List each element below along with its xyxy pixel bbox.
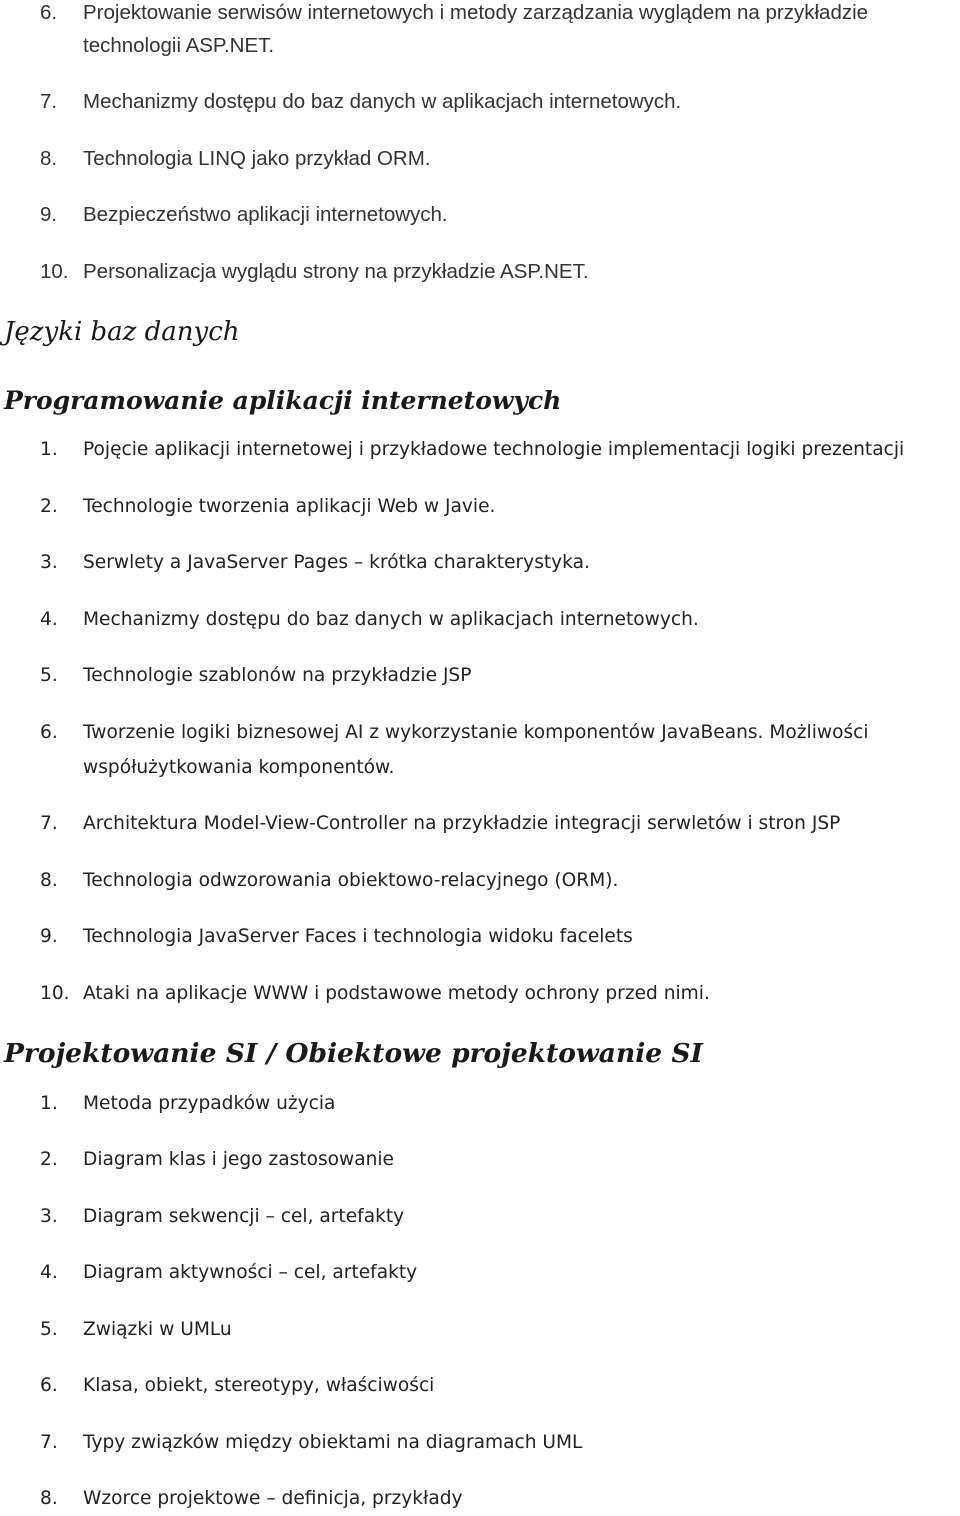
- item-number: 2.: [40, 496, 58, 517]
- item-text: Tworzenie logiki biznesowej AI z wykorzystanie komponentów JavaBeans. Możliwości: [83, 722, 869, 743]
- item-number: 7.: [40, 813, 58, 834]
- item-text: Klasa, obiekt, stereotypy, właściwości: [83, 1375, 435, 1396]
- item-text: Metoda przypadków użycia: [83, 1093, 336, 1114]
- item-text: Diagram sekwencji – cel, artefakty: [83, 1206, 405, 1227]
- item-number: 8.: [40, 147, 58, 170]
- heading-projektowanie-si: Projektowanie SI / Obiektowe projektowanie SI: [4, 1038, 703, 1069]
- item-text: Ataki na aplikacje WWW i podstawowe metody ochrony przed nimi.: [83, 983, 710, 1004]
- heading-jezyki-baz-danych: Języki baz danych: [4, 317, 240, 347]
- item-number: 4.: [40, 609, 58, 630]
- item-number: 5.: [40, 665, 58, 686]
- item-number: 6.: [40, 1, 58, 24]
- item-text: Pojęcie aplikacji internetowej i przykładowe technologie implementacji logiki prezentacji: [83, 439, 905, 460]
- item-text: Bezpieczeństwo aplikacji internetowych.: [83, 203, 448, 226]
- item-number: 1.: [40, 439, 58, 460]
- item-text: Projektowanie serwisów internetowych i metody zarządzania wyglądem na przykładzie: [83, 1, 869, 24]
- item-number: 3.: [40, 1206, 58, 1227]
- item-number: 7.: [40, 1432, 58, 1453]
- item-text: Typy związków między obiektami na diagramach UML: [83, 1432, 583, 1453]
- item-number: 7.: [40, 90, 58, 113]
- item-text: Personalizacja wyglądu strony na przykładzie ASP.NET.: [83, 260, 589, 283]
- item-text: Mechanizmy dostępu do baz danych w aplikacjach internetowych.: [83, 609, 699, 630]
- item-number: 6.: [40, 722, 58, 743]
- item-number: 1.: [40, 1093, 58, 1114]
- item-number: 4.: [40, 1262, 58, 1283]
- item-text: Technologia LINQ jako przykład ORM.: [83, 147, 431, 170]
- item-number: 8.: [40, 1488, 58, 1509]
- item-number: 2.: [40, 1149, 58, 1170]
- item-number: 8.: [40, 870, 58, 891]
- item-text: współużytkowania komponentów.: [83, 757, 395, 778]
- heading-programowanie-aplikacji: Programowanie aplikacji internetowych: [4, 386, 562, 415]
- item-number: 5.: [40, 1319, 58, 1340]
- item-text: Związki w UMLu: [83, 1319, 232, 1340]
- item-text: Mechanizmy dostępu do baz danych w aplikacjach internetowych.: [83, 90, 682, 113]
- item-text: Technologie tworzenia aplikacji Web w Javie.: [83, 496, 496, 517]
- item-text: Technologie szablonów na przykładzie JSP: [83, 665, 472, 686]
- item-text: Technologia odwzorowania obiektowo-relacyjnego (ORM).: [83, 870, 619, 891]
- item-text: Diagram klas i jego zastosowanie: [83, 1149, 395, 1170]
- item-number: 6.: [40, 1375, 58, 1396]
- item-number: 9.: [40, 926, 58, 947]
- item-number: 10.: [40, 983, 70, 1004]
- item-number: 3.: [40, 552, 58, 573]
- item-text: Serwlety a JavaServer Pages – krótka charakterystyka.: [83, 552, 590, 573]
- item-text: Technologia JavaServer Faces i technologia widoku facelets: [83, 926, 633, 947]
- item-text: Diagram aktywności – cel, artefakty: [83, 1262, 418, 1283]
- item-number: 10.: [40, 260, 69, 283]
- item-text: Architektura Model-View-Controller na przykładzie integracji serwletów i stron JSP: [83, 813, 841, 834]
- item-number: 9.: [40, 203, 58, 226]
- item-text: technologii ASP.NET.: [83, 34, 275, 57]
- item-text: Wzorce projektowe – definicja, przykłady: [83, 1488, 463, 1509]
